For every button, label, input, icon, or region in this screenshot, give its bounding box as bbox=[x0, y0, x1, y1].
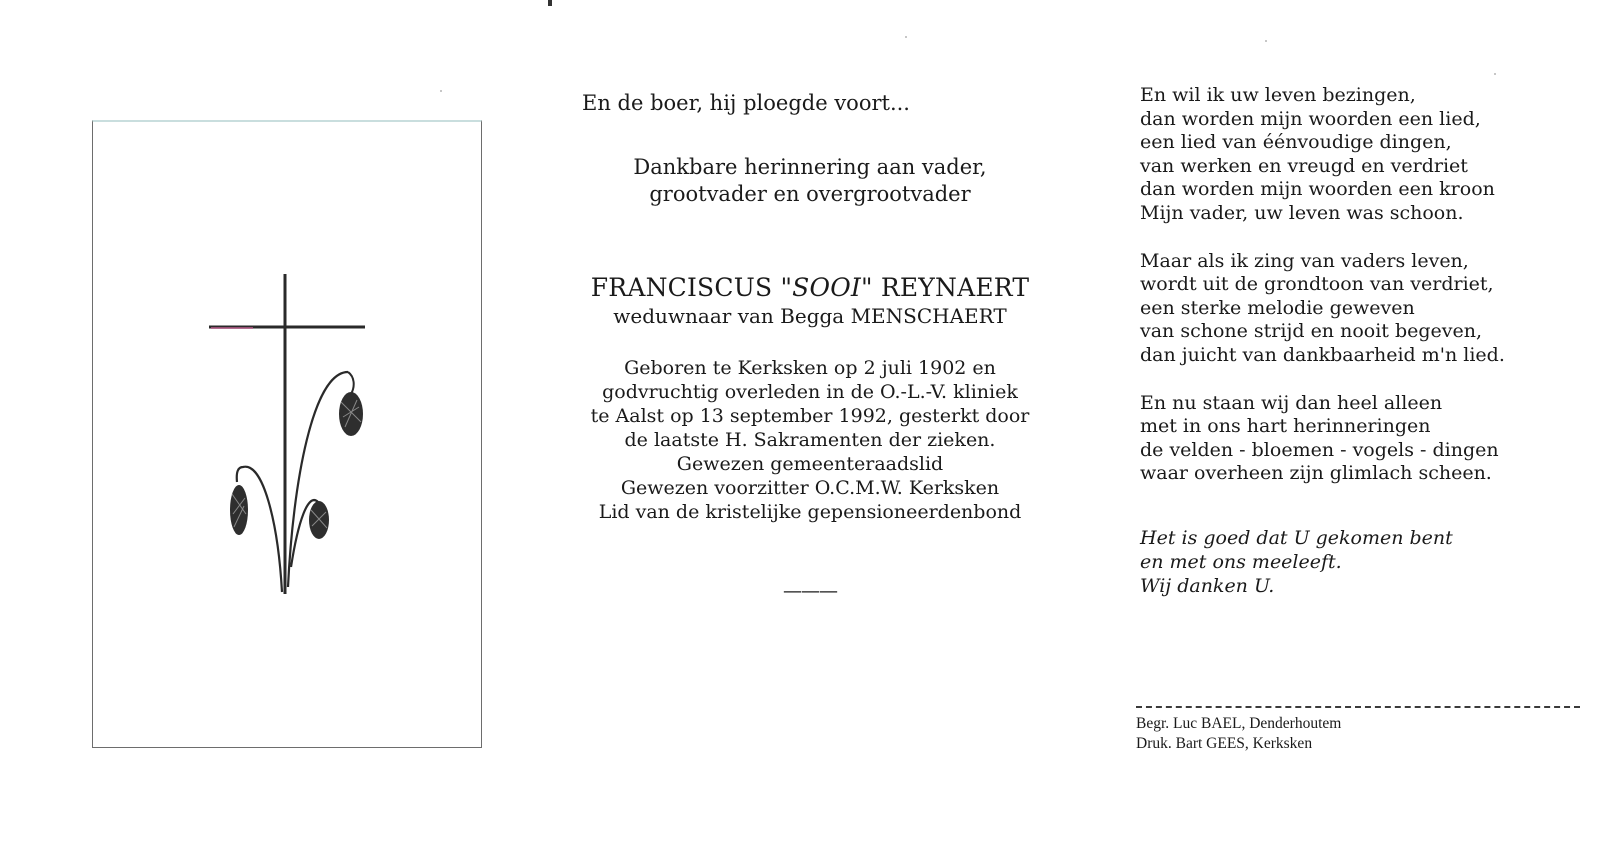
cross-with-flowers-icon bbox=[93, 122, 481, 748]
poem-line: met in ons hart herinneringen bbox=[1140, 415, 1431, 438]
nickname: "SOOI" bbox=[780, 273, 873, 302]
closing-line: Wij danken U. bbox=[1140, 574, 1275, 597]
bio-line: godvruchtig overleden in de O.-L.-V. kliniek bbox=[602, 381, 1018, 403]
scan-speck bbox=[905, 36, 907, 38]
closing-line: Het is goed dat U gekomen bent bbox=[1140, 526, 1453, 549]
poem-line: dan worden mijn woorden een lied, bbox=[1140, 107, 1481, 130]
closing-thanks bbox=[1140, 526, 1580, 598]
flower-head bbox=[339, 392, 363, 436]
credits-divider bbox=[1136, 706, 1580, 708]
memorial-text-column bbox=[560, 88, 1060, 602]
bio-line: Gewezen voorzitter O.C.M.W. Kerksken bbox=[620, 477, 1000, 499]
poem-line: een sterke melodie geweven bbox=[1140, 296, 1415, 319]
flower-head bbox=[309, 501, 329, 539]
scan-speck bbox=[1265, 40, 1267, 42]
credits bbox=[1136, 706, 1580, 754]
printer-credit: Druk. Bart GEES, Kerksken bbox=[1136, 735, 1313, 752]
last-name: REYNAERT bbox=[880, 273, 1030, 302]
poem-line: waar overheen zijn glimlach scheen. bbox=[1140, 462, 1492, 485]
flower-head bbox=[230, 485, 248, 535]
poem-line: Mijn vader, uw leven was schoon. bbox=[1140, 201, 1464, 224]
separator: ——— bbox=[783, 580, 837, 602]
dedication-line: Dankbare herinnering aan vader, bbox=[633, 155, 987, 179]
poem-line: En nu staan wij dan heel alleen bbox=[1140, 391, 1443, 414]
memorial-card-image bbox=[92, 120, 482, 748]
spouse-line: weduwnaar van Begga MENSCHAERT bbox=[613, 304, 1007, 328]
biography bbox=[560, 356, 1060, 524]
poem-line: Maar als ik zing van vaders leven, bbox=[1140, 249, 1469, 272]
poem-line: een lied van éénvoudige dingen, bbox=[1140, 131, 1452, 154]
poem-stanza bbox=[1140, 84, 1580, 226]
poem-line: de velden - bloemen - vogels - dingen bbox=[1140, 438, 1499, 461]
intro-line: En de boer, hij ploegde voort... bbox=[582, 91, 910, 115]
poem-line: wordt uit de grondtoon van verdriet, bbox=[1140, 273, 1494, 296]
poem-line: En wil ik uw leven bezingen, bbox=[1140, 84, 1416, 106]
poem-column bbox=[1140, 84, 1580, 598]
scan-mark bbox=[548, 0, 552, 6]
poem-line: van schone strijd en nooit begeven, bbox=[1140, 320, 1483, 343]
undertaker-credit: Begr. Luc BAEL, Denderhoutem bbox=[1136, 715, 1342, 732]
poem-stanza bbox=[1140, 250, 1580, 368]
deceased-name-block bbox=[560, 272, 1060, 328]
scan-speck bbox=[440, 90, 442, 92]
dedication bbox=[560, 154, 1060, 208]
first-name: FRANCISCUS bbox=[590, 273, 773, 302]
deceased-name bbox=[560, 272, 1060, 304]
closing-line: en met ons meeleeft. bbox=[1140, 550, 1342, 573]
bio-line: Gewezen gemeenteraadslid bbox=[676, 453, 944, 475]
scan-speck bbox=[1494, 73, 1496, 75]
dedication-line: grootvader en overgrootvader bbox=[649, 182, 971, 206]
bio-line: Geboren te Kerksken op 2 juli 1902 en bbox=[624, 357, 996, 379]
bio-line: te Aalst op 13 september 1992, gesterkt door bbox=[590, 405, 1030, 427]
bio-line: de laatste H. Sakramenten der zieken. bbox=[624, 429, 996, 451]
poem-line: van werken en vreugd en verdriet bbox=[1140, 154, 1468, 177]
poem-line: dan juicht van dankbaarheid m'n lied. bbox=[1140, 343, 1505, 366]
bio-line: Lid van de kristelijke gepensioneerdenbond bbox=[598, 501, 1022, 523]
poem-stanza bbox=[1140, 392, 1580, 486]
poem-line: dan worden mijn woorden een kroon bbox=[1140, 178, 1495, 201]
